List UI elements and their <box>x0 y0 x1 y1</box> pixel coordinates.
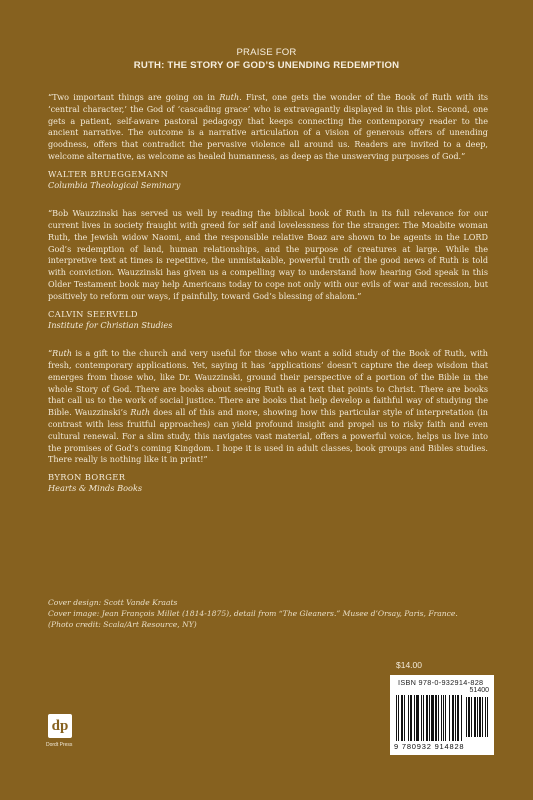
quote-text: “Bob Wauzzinski has served us well by reading the biblical book of Ruth in its full relevance for our current lives in society fraught with greed for self and lovelessness for the stranger. The Moabite woman Ruth, the Jewish widow Naomi, and the responsible relative Boaz are shown to be agents in the LORD God’s redemption of land, human relationships, and the purpose of creatures at large. While the interpretive text at times is repetitive, the unmistakable, powerful truth of the good news of Ruth is told with conviction. Wauzzinski has given us a compelling way to understand how hearing God speak in this Older Testament book may help Americans today to cope not only with our evils of war and recession, but positively to reform our ways, if painfully, toward God’s blessing of shalom.” <box>48 208 488 301</box>
endorsement-affiliation: Hearts & Minds Books <box>48 483 143 494</box>
barcode-bar <box>423 695 424 741</box>
barcode-bar <box>461 695 462 741</box>
barcode-bar <box>457 695 459 741</box>
barcode-bar <box>401 695 403 741</box>
isbn-text: ISBN 978-0-932914-828 <box>398 678 484 687</box>
barcode-bar <box>421 695 422 741</box>
cover-credits <box>48 597 488 630</box>
endorsement-author: CALVIN SEERVELD <box>48 308 138 319</box>
barcode-bar <box>414 695 415 741</box>
barcode-bar <box>485 697 486 737</box>
barcode-bar <box>466 697 467 737</box>
barcode-bar <box>429 695 430 741</box>
praise-for-label: PRAISE FOR <box>236 47 297 58</box>
barcode-bar <box>445 695 446 741</box>
barcode-bar <box>431 695 434 741</box>
isbn-barcode <box>390 675 494 755</box>
cover-image-credit: Cover image: Jean François Millet (1814-1875), detail from “The Gleaners.” Musee d’Orsay, Paris, France. <box>48 609 458 618</box>
endorsement-affiliation: Columbia Theological Seminary <box>48 179 181 190</box>
barcode-bar <box>441 695 442 741</box>
barcode-bar <box>487 697 488 737</box>
book-title-italic: Ruth <box>219 92 240 102</box>
barcode-bar <box>471 697 472 737</box>
barcode-bar <box>452 695 454 741</box>
barcode-bars <box>396 695 462 741</box>
barcode-bar <box>408 695 409 741</box>
barcode-digits: 9 780932 914828 <box>394 742 465 751</box>
barcode-bar <box>438 695 439 741</box>
quote-text: “ <box>48 348 53 359</box>
endorsement-1 <box>48 92 488 191</box>
book-title-italic: Ruth <box>52 348 72 359</box>
quote-text: . First, one gets the wonder of the Book of Ruth with its ‘central character,’ the God of ‘cascading grace’ who is extravagantly displayed in this plot. Second, one gets a patient, self-aware pastoral pedagogy that keeps connecting the contemporary reader to the ancient narrative. The outcome is a narrative articulation of a vision of generous offers of unending goodness, offers that contradict the pervasive violence all around us. Readers are invited to a deep, welcome alternative, as welcome as healed humanness, as deep as the unswerving purposes of God.” <box>48 92 489 161</box>
quote-text: does all of this and more, showing how this particular style of interpretation (in contrast with less fruitful approaches) can yield profound insight and propel us to risky faith and even cultural renewal. For a slim study, this navigates vast material, offers a powerful voice, helps us live into the promises of God’s coming Kingdom. I hope it is used in adult classes, book groups and Bibles studies. There really is nothing like it in print!” <box>48 407 489 465</box>
barcode-bar <box>474 697 476 737</box>
book-title: RUTH: THE STORY OF GOD’S UNENDING REDEMPTION <box>133 60 400 71</box>
quote-text: is a gift to the church and very useful for those who want a solid study of the Book of Ruth, with fresh, contemporary applications. Yet, saying it has ‘applications’ doesn’t capture the deep wisdom that emerges from those who, like Dr. Wauzzinski, ground their perspective of a portion of the Bible in the whole Story of God. There are books about seeing Ruth as a text that points to Christ. There are books that call us to the work of social justice. There are books that help develop a faithful way of studying the Bible. Wauzzinski’s <box>48 348 488 418</box>
price-label: $14.00 <box>396 660 422 670</box>
barcode-bar <box>468 697 470 737</box>
endorsement-quote <box>48 208 488 302</box>
barcode-addon-bars <box>466 697 488 737</box>
praise-header <box>0 46 533 72</box>
barcode-bar <box>443 695 444 741</box>
endorsement-quote <box>48 348 488 466</box>
barcode-bar <box>416 695 419 741</box>
endorsement-3 <box>48 348 488 494</box>
barcode-bar <box>426 695 428 741</box>
barcode-bar <box>410 695 412 741</box>
barcode-bar <box>435 695 437 741</box>
barcode-bar <box>479 697 481 737</box>
endorsement-author: BYRON BORGER <box>48 472 126 483</box>
book-title-italic: Ruth <box>130 407 151 418</box>
barcode-bar <box>477 697 478 737</box>
cover-design-credit: Cover design: Scott Vande Kraats <box>48 598 178 607</box>
endorsement-quote <box>48 92 488 163</box>
barcode-bar <box>455 695 456 741</box>
barcode-bar <box>482 697 483 737</box>
barcode-bar <box>396 695 397 741</box>
endorsement-affiliation: Institute for Christian Studies <box>48 319 173 330</box>
endorsements <box>48 92 488 512</box>
publisher-logo: dp <box>48 714 72 738</box>
barcode-bar <box>404 695 405 741</box>
barcode-addon-code: 51400 <box>469 687 489 694</box>
quote-text: “Two important things are going on in <box>48 92 220 102</box>
photo-credit: (Photo credit: Scala/Art Resource, NY) <box>48 620 197 629</box>
publisher-name: Dordt Press <box>46 742 73 748</box>
endorsement-2 <box>48 208 488 331</box>
endorsement-author: WALTER BRUEGGEMANN <box>48 168 169 179</box>
barcode-bar <box>398 695 399 741</box>
barcode-bar <box>449 695 450 741</box>
